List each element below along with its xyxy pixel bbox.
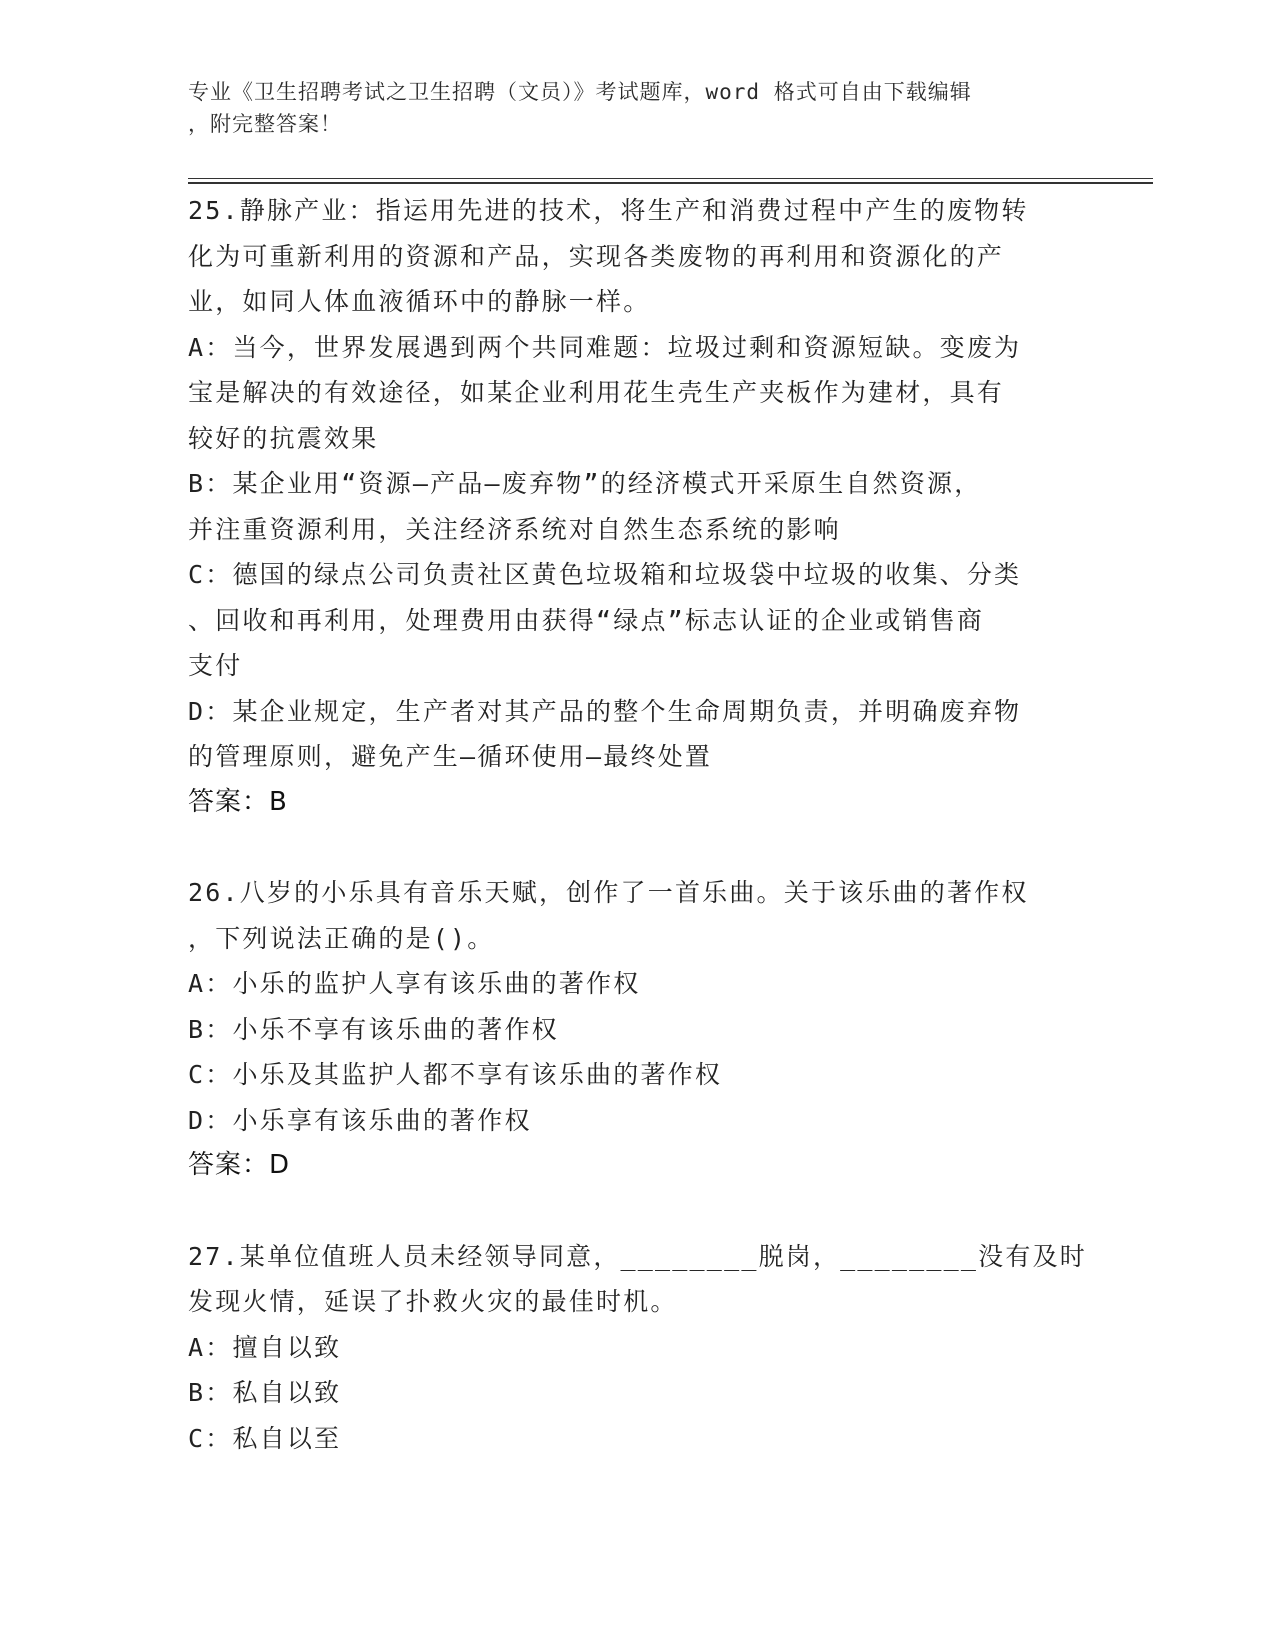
question-stem-line: 25.静脉产业：指运用先进的技术，将生产和消费过程中产生的废物转	[188, 196, 1029, 225]
option-c-line: C：私自以至	[188, 1423, 342, 1453]
option-d-line: D：小乐享有该乐曲的著作权	[188, 1105, 532, 1135]
header-line-2: ，附完整答案！	[188, 112, 342, 136]
answer-label: 答案：D	[188, 1150, 291, 1180]
question-spacer	[188, 825, 1088, 870]
question-stem-line: 发现火情，延误了扑救火灾的最佳时机。	[188, 1287, 678, 1316]
option-b-line: B：小乐不享有该乐曲的著作权	[188, 1014, 559, 1044]
question-27	[188, 1234, 1088, 1462]
option-a-line: A：擅自以致	[188, 1332, 342, 1362]
option-c-line: 支付	[188, 651, 243, 680]
question-spacer	[188, 1189, 1088, 1234]
option-b-line: 并注重资源利用，关注经济系统对自然生态系统的影响	[188, 514, 841, 544]
option-b-line: B：某企业用“资源—产品—废弃物”的经济模式开采原生自然资源，	[188, 469, 982, 498]
question-list	[188, 188, 1088, 1461]
option-d-line: 的管理原则，避免产生—循环使用—最终处置	[188, 742, 713, 771]
option-d-line: D：某企业规定，生产者对其产品的整个生命周期负责，并明确废弃物	[188, 696, 1022, 726]
question-26	[188, 870, 1088, 1189]
option-a-line: 宝是解决的有效途径，如某企业利用花生壳生产夹板作为建材，具有	[188, 378, 1005, 407]
answer-label: 答案：B	[188, 786, 288, 817]
option-a-line: 较好的抗震效果	[188, 423, 379, 453]
header-line-1: 专业《卫生招聘考试之卫生招聘（文员）》考试题库，word 格式可自由下载编辑	[188, 80, 972, 104]
question-stem-line: 业，如同人体血液循环中的静脉一样。	[188, 287, 651, 316]
header-divider-thick	[188, 182, 1153, 184]
question-stem-line: 化为可重新利用的资源和产品，实现各类废物的再利用和资源化的产	[188, 241, 1005, 271]
option-a-line: A：当今，世界发展遇到两个共同难题：垃圾过剩和资源短缺。变废为	[188, 332, 1022, 362]
question-stem-line: 27.某单位值班人员未经领导同意，________脱岗，________没有及时	[188, 1241, 1087, 1271]
header-divider-thin	[188, 178, 1153, 179]
option-c-line: 、回收和再利用，处理费用由获得“绿点”标志认证的企业或销售商	[188, 605, 985, 635]
question-stem-line: 26.八岁的小乐具有音乐天赋，创作了一首乐曲。关于该乐曲的著作权	[188, 878, 1029, 907]
question-25	[188, 188, 1088, 825]
option-a-line: A：小乐的监护人享有该乐曲的著作权	[188, 969, 641, 998]
question-stem-line: ，下列说法正确的是()。	[188, 923, 495, 953]
option-c-line: C：德国的绿点公司负责社区黄色垃圾箱和垃圾袋中垃圾的收集、分类	[188, 560, 1022, 589]
document-header	[188, 76, 1088, 140]
option-b-line: B：私自以致	[188, 1378, 342, 1407]
option-c-line: C：小乐及其监护人都不享有该乐曲的著作权	[188, 1060, 723, 1089]
